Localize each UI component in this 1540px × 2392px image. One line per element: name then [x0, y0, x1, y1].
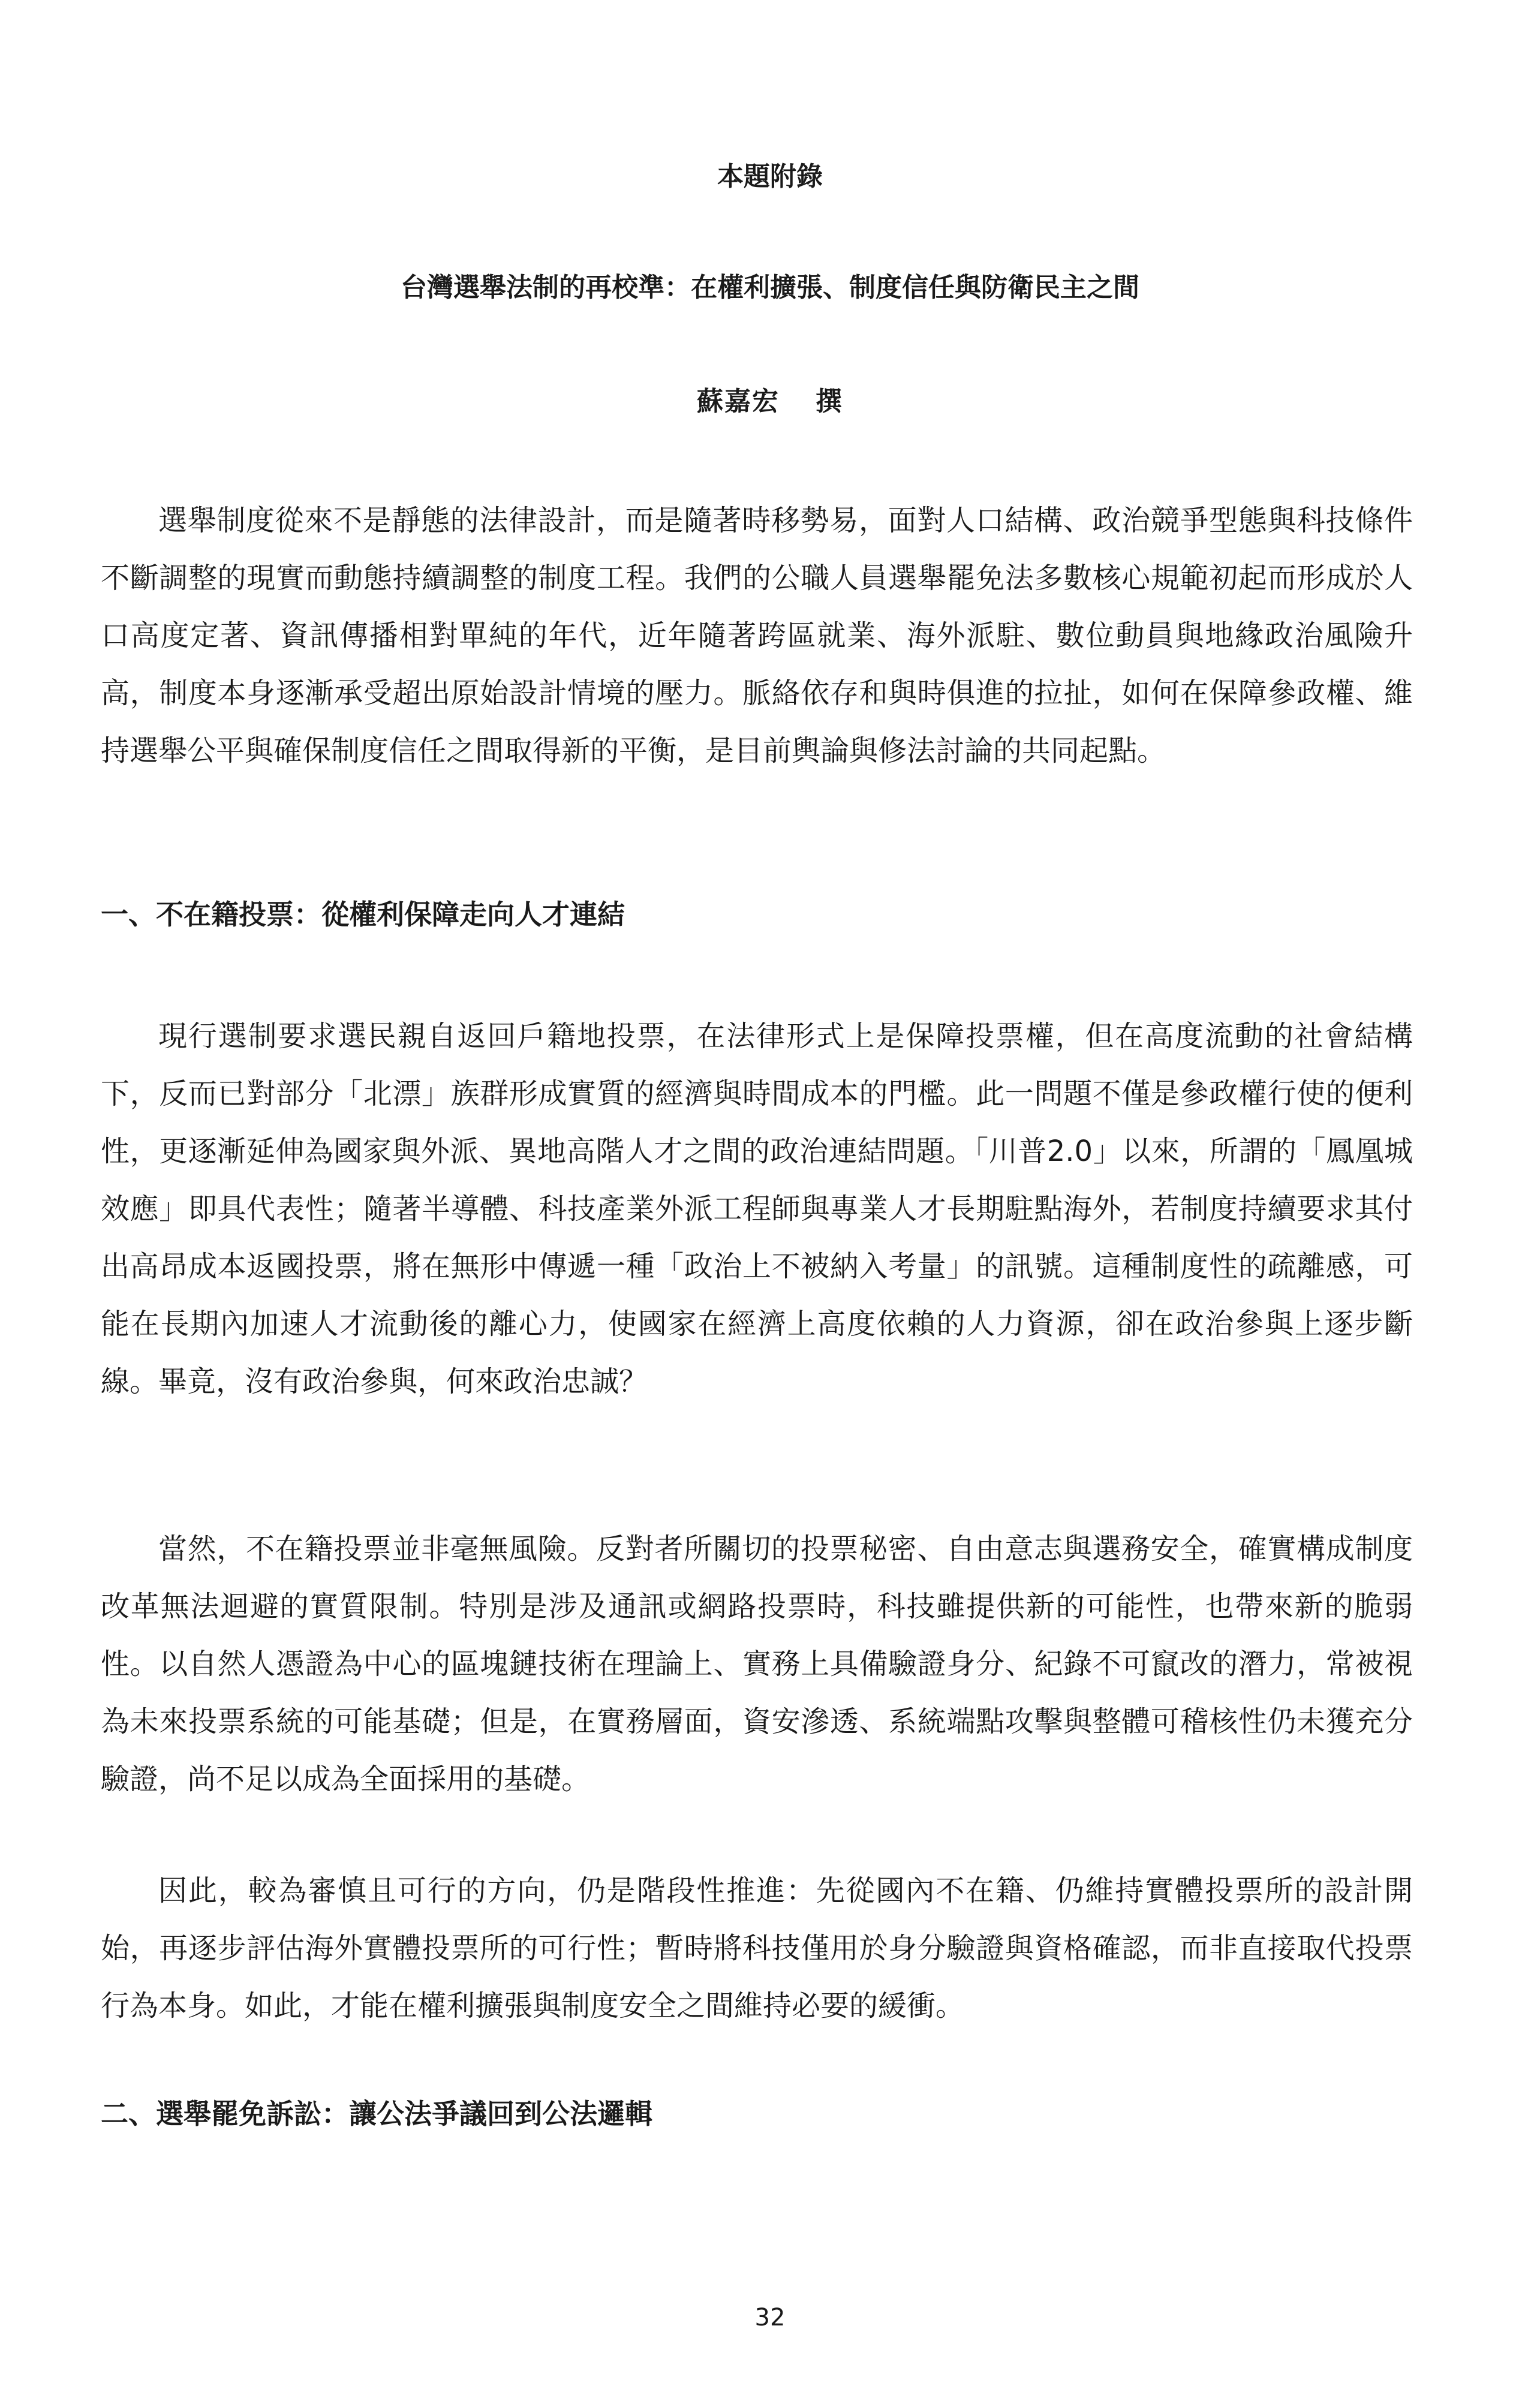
section1-paragraph-3: 因此，較為審慎且可行的方向，仍是階段性推進：先從國內不在籍、仍維持實體投票所的設計開始，再逐步評估海外實體投票所的可行性；暫時將科技僅用於身分驗證與資格確認，而非直接取代投票行為本身。如此，才能在權利擴張與制度安全之間維持必要的緩衝。 [101, 1874, 1413, 2023]
section1-paragraph-2: 當然，不在籍投票並非毫無風險。反對者所關切的投票秘密、自由意志與選務安全，確實構成制度改革無法迴避的實質限制。特別是涉及通訊或網路投票時，科技雖提供新的可能性，也帶來新的脆弱性。以自然人憑證為中心的區塊鏈技術在理論上、實務上具備驗證身分、紀錄不可竄改的潛力，常被視為未來投票系統的可能基礎；但是，在實務層面，資安滲透、系統端點攻擊與整體可稽核性仍未獲充分驗證，尚不足以成為全面採用的基礎。 [101, 1532, 1413, 1796]
author-line [0, 384, 1540, 420]
section-heading-absentee-voting: 一、不在籍投票：從權利保障走向人才連結 [101, 898, 625, 931]
section-heading-election-litigation: 二、選舉罷免訴訟：讓公法爭議回到公法邏輯 [101, 2098, 652, 2130]
author-name: 蘇嘉宏 [697, 386, 780, 417]
intro-paragraph: 選舉制度從來不是靜態的法律設計，而是隨著時移勢易，面對人口結構、政治競爭型態與科技條件不斷調整的現實而動態持續調整的制度工程。我們的公職人員選舉罷免法多數核心規範初起而形成於人口高度定著、資訊傳播相對單純的年代，近年隨著跨區就業、海外派駐、數位動員與地緣政治風險升高，制度本身逐漸承受超出原始設計情境的壓力。脈絡依存和與時俱進的拉扯，如何在保障參政權、維持選舉公平與確保制度信任之間取得新的平衡，是目前輿論與修法討論的共同起點。 [101, 504, 1413, 768]
document-title: 台灣選舉法制的再校準：在權利擴張、制度信任與防衛民主之間 [401, 272, 1139, 303]
section1-paragraph-1: 現行選制要求選民親自返回戶籍地投票，在法律形式上是保障投票權，但在高度流動的社會結構下，反而已對部分「北漂」族群形成實質的經濟與時間成本的門檻。此一問題不僅是參政權行使的便利性，更逐漸延伸為國家與外派、異地高階人才之間的政治連結問題。「川普2.0」以來，所謂的「鳳凰城效應」即具代表性；隨著半導體、科技產業外派工程師與專業人才長期駐點海外，若制度持續要求其付出高昂成本返國投票，將在無形中傳遞一種「政治上不被納入考量」的訊號。這種制度性的疏離感，可能在長期內加速人才流動後的離心力，使國家在經濟上高度依賴的人力資源，卻在政治參與上逐步斷線。畢竟，沒有政治參與，何來政治忠誠？ [101, 1019, 1413, 1398]
author-role: 撰 [816, 386, 843, 417]
page-number: 32 [754, 2304, 786, 2331]
appendix-title: 本題附錄 [717, 161, 823, 192]
